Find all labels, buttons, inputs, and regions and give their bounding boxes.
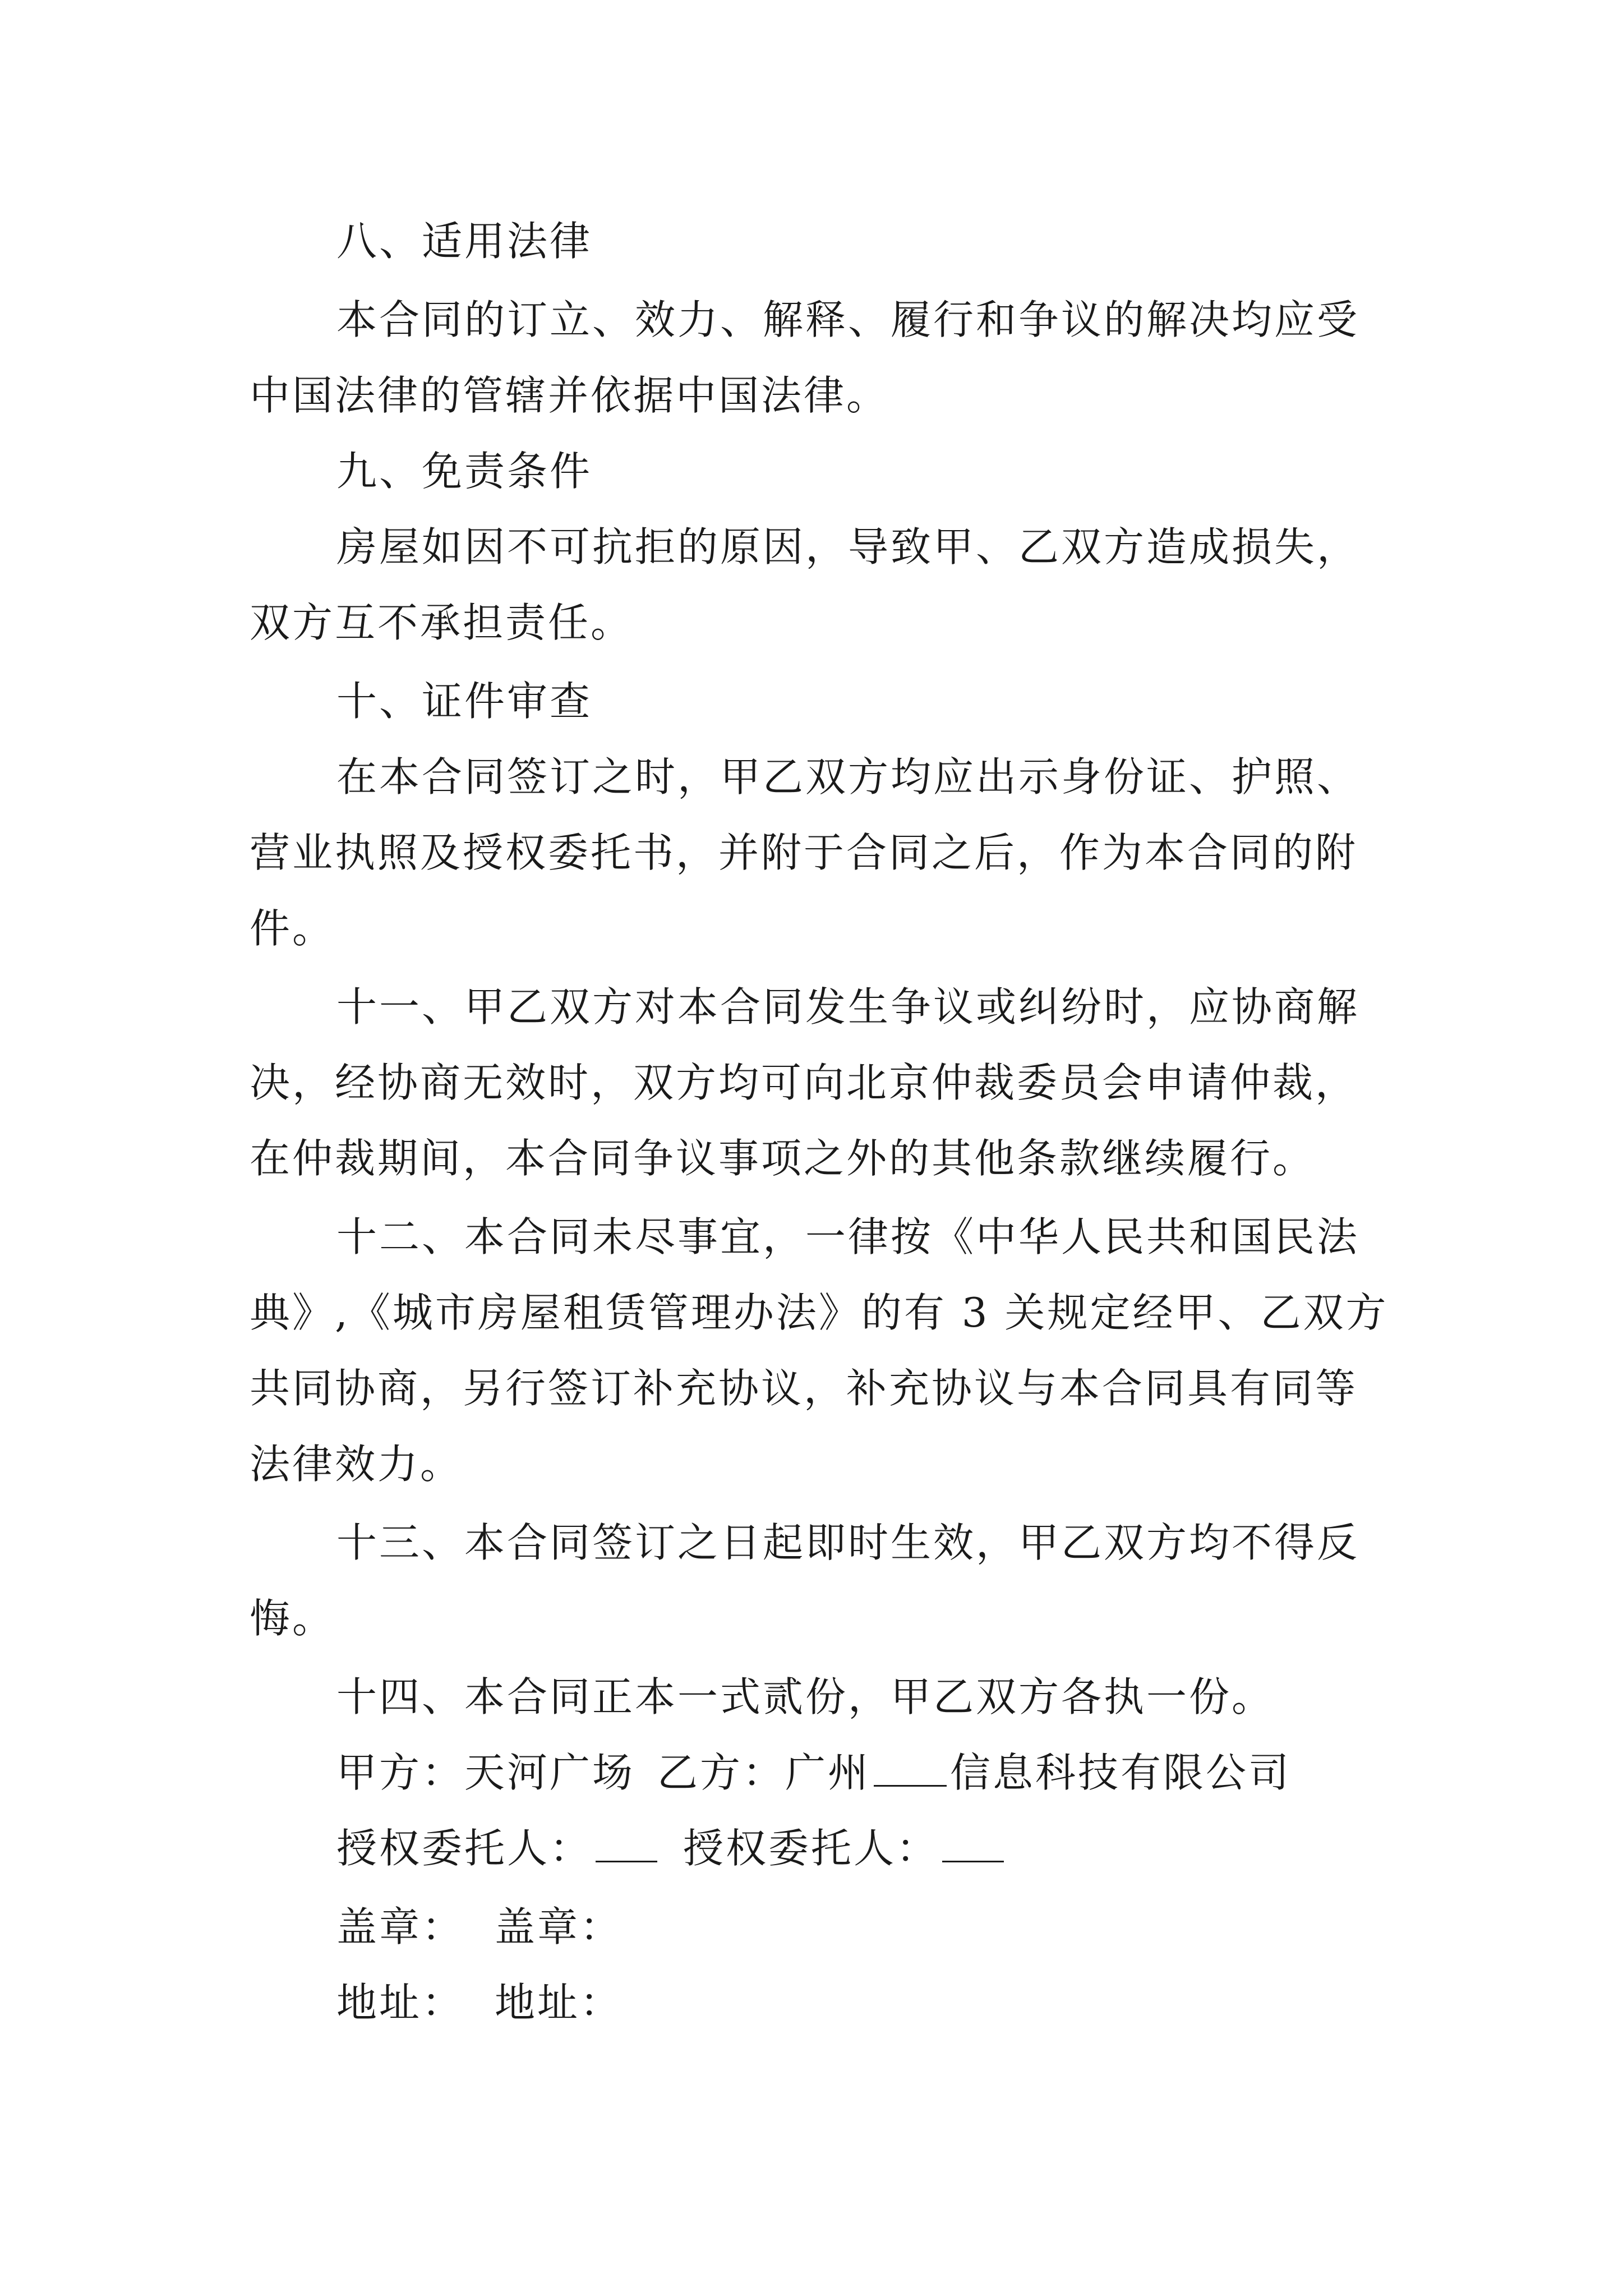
paragraph-line: 共同协商，另行签订补充协议，补充协议与本合同具有同等 [250,1365,1358,1412]
heading-document-review: 十、证件审查 [336,678,593,725]
address-b-label: 地址： [495,1979,623,2026]
paragraph-line: 双方互不承担责任。 [250,599,634,646]
agent-a-blank [596,1820,657,1862]
agent-b-blank [942,1820,1004,1862]
agent-a-label: 授权委托人： [336,1825,593,1872]
party-b-suffix: 信息科技有限公司 [950,1749,1292,1796]
paragraph-line: 十四、本合同正本一式贰份，甲乙双方各执一份。 [336,1673,1275,1720]
paragraph-line: 房屋如因不可抗拒的原因，导致甲、乙双方造成损失， [336,523,1360,570]
paragraph-line: 十二、本合同未尽事宜，一律按《中华人民共和国民法 [336,1213,1360,1260]
party-b-prefix: 乙方：广州 [657,1749,871,1796]
signature-parties-row [336,1745,1291,1801]
paragraph-line: 在本合同签订之时，甲乙双方均应出示身份证、护照、 [336,753,1360,800]
address-a-label: 地址： [336,1979,465,2026]
paragraph-line: 本合同的订立、效力、解释、履行和争议的解决均应受 [336,296,1360,343]
paragraph-line: 决，经协商无效时，双方均可向北京仲裁委员会申请仲裁， [250,1059,1358,1106]
seal-b-label: 盖章： [495,1903,623,1950]
paragraph-line: 十三、本合同签订之日起即时生效，甲乙双方均不得反 [336,1519,1360,1566]
paragraph-line: 典》,《城市房屋租赁管理办法》的有 3 关规定经甲、乙双方 [250,1289,1389,1336]
paragraph-line: 十一、甲乙双方对本合同发生争议或纠纷时，应协商解 [336,983,1360,1030]
paragraph-line: 营业执照及授权委托书，并附于合同之后，作为本合同的附 [250,829,1358,876]
signature-agents-row [336,1820,1007,1876]
paragraph-line: 在仲裁期间，本合同争议事项之外的其他条款继续履行。 [250,1135,1316,1182]
paragraph-line: 中国法律的管辖并依据中国法律。 [250,372,889,419]
agent-b-label: 授权委托人： [683,1825,939,1872]
heading-applicable-law: 八、适用法律 [336,218,593,265]
seal-a-label: 盖章： [336,1903,465,1950]
paragraph-line: 悔。 [250,1595,335,1642]
signature-addresses-row [336,1975,623,2031]
party-b-blank [874,1745,947,1787]
party-a-label: 甲方：天河广场 [336,1749,635,1796]
paragraph-line: 件。 [250,905,335,952]
signature-seals-row [336,1899,623,1955]
paragraph-line: 法律效力。 [250,1441,463,1488]
heading-exemption: 九、免责条件 [336,448,593,495]
